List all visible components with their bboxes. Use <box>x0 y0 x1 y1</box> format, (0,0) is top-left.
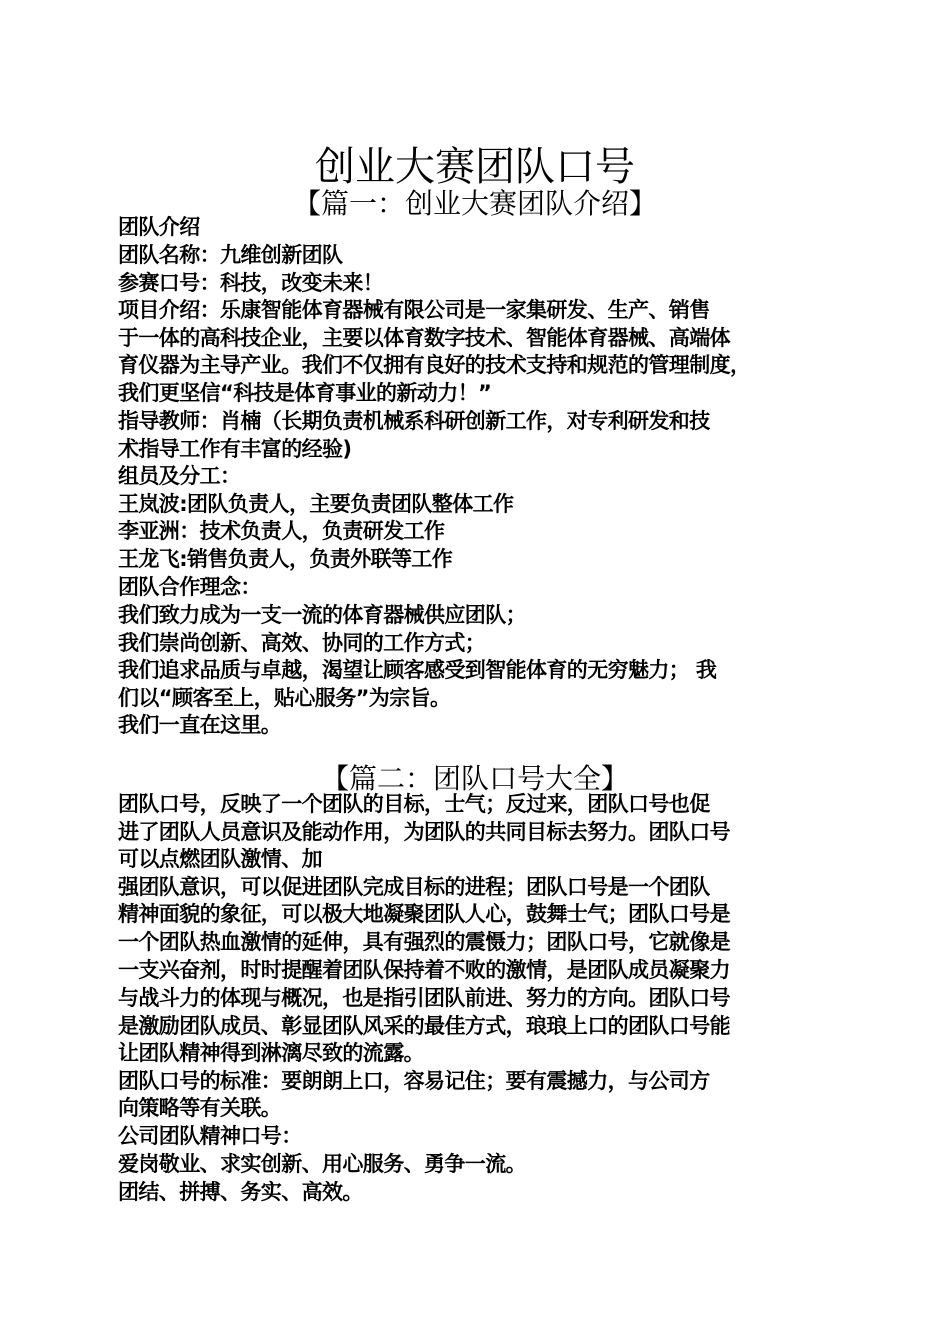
part1-line: 指导教师：肖楠（长期负责机械系科研创新工作，对专利研发和技 <box>118 409 710 433</box>
part2-line: 进了团队人员意识及能动作用，为团队的共同目标去努力。团队口号 <box>118 820 730 844</box>
part1-line: 我们追求品质与卓越，渴望让顾客感受到智能体育的无穷魅力； 我 <box>118 658 717 682</box>
part2-line: 团队口号的标准：要朗朗上口，容易记住；要有震撼力，与公司方 <box>118 1069 710 1093</box>
part2-line: 爱岗敬业、求实创新、用心服务、勇争一流。 <box>118 1152 526 1176</box>
part2-line: 一支兴奋剂，时时提醒着团队保持着不败的激情，是团队成员凝聚力 <box>118 958 730 982</box>
part1-line: 项目介绍：乐康智能体育器械有限公司是一家集研发、生产、销售 <box>118 298 710 322</box>
part2-heading: 【篇二：团队口号大全】 <box>320 762 629 796</box>
part1-line: 育仪器为主导产业。我们不仅拥有良好的技术支持和规范的管理制度， <box>118 353 751 377</box>
part1-line: 术指导工作有丰富的经验) <box>118 437 352 461</box>
part2-line: 一个团队热血激情的延伸，具有强烈的震慑力；团队口号，它就像是 <box>118 930 730 954</box>
part1-line: 我们一直在这里。 <box>118 713 282 737</box>
part1-line: 团队合作理念： <box>118 575 261 599</box>
part2-line: 强团队意识，可以促进团队完成目标的进程；团队口号是一个团队 <box>118 875 710 899</box>
part1-line: 李亚洲：技术负责人，负责研发工作 <box>118 519 445 543</box>
part1-line: 团队名称：九维创新团队 <box>118 243 343 267</box>
part2-line: 与战斗力的体现与概况，也是指引团队前进、努力的方向。团队口号 <box>118 986 730 1010</box>
part2-line: 是激励团队成员、彰显团队风采的最佳方式，琅琅上口的团队口号能 <box>118 1014 730 1038</box>
part1-line: 我们崇尚创新、高效、协同的工作方式； <box>118 631 486 655</box>
part1-line: 王岚波:团队负责人，主要负责团队整体工作 <box>118 492 514 516</box>
part2-line: 让团队精神得到淋漓尽致的流露。 <box>118 1041 424 1065</box>
document-title: 创业大赛团队口号 <box>315 143 635 190</box>
part2-line: 团结、拼搏、务实、高效。 <box>118 1180 363 1204</box>
part2-line: 向策略等有关联。 <box>118 1096 282 1120</box>
part1-line: 于一体的高科技企业，主要以体育数字技术、智能体育器械、高端体 <box>118 326 730 350</box>
part2-line: 精神面貌的象征，可以极大地凝聚团队人心，鼓舞士气；团队口号是 <box>118 902 730 926</box>
part1-line: 我们致力成为一支一流的体育器械供应团队； <box>118 603 526 627</box>
part1-line: 参赛口号：科技，改变未来！ <box>118 271 384 295</box>
part1-line: 我们更坚信“科技是体育事业的新动力！” <box>118 381 492 405</box>
part1-line: 们以“顾客至上，贴心服务”为宗旨。 <box>118 686 451 710</box>
part2-line: 团队口号，反映了一个团队的目标，士气；反过来，团队口号也促 <box>118 792 710 816</box>
part2-line: 可以点燃团队激情、加 <box>118 847 322 871</box>
part1-line: 王龙飞:销售负责人，负责外联等工作 <box>118 547 453 571</box>
part1-line: 组员及分工： <box>118 464 241 488</box>
part1-line: 团队介绍 <box>118 215 200 239</box>
part2-line: 公司团队精神口号： <box>118 1124 302 1148</box>
part1-heading: 【篇一：创业大赛团队介绍】 <box>292 187 657 221</box>
